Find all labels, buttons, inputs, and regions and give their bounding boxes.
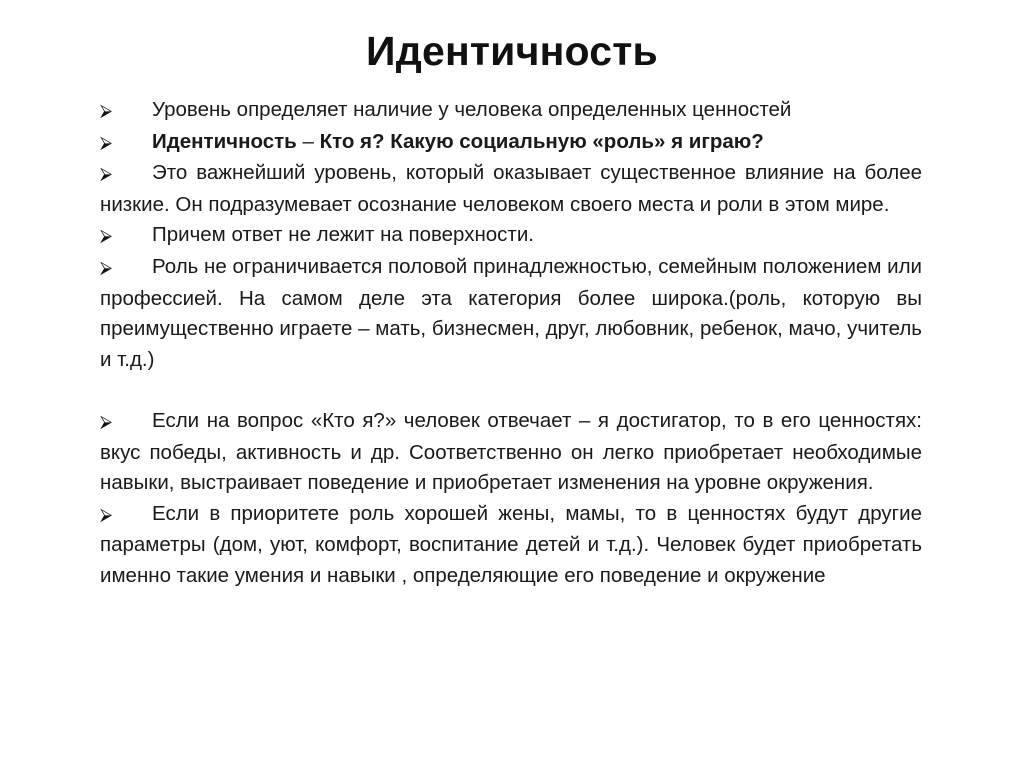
list-item-text: Причем ответ не лежит на поверхности. xyxy=(152,223,534,247)
arrow-bullet-icon: ⮚ xyxy=(100,164,113,185)
arrow-bullet-icon: ⮚ xyxy=(100,101,113,121)
arrow-bullet-icon: ⮚ xyxy=(100,132,113,153)
arrow-bullet-icon: ⮚ xyxy=(100,504,113,525)
separator-dash: – xyxy=(296,129,320,153)
identity-question: Кто я? Какую социальную «роль» я играю? xyxy=(319,129,764,153)
list-item xyxy=(100,252,922,375)
list-item-text: Роль не ограничивается половой принадлежностью, семейным положением или профессией. На самом деле эта категория более широка.(роль, которую вы преимущественно играете – мать, бизнесмен, друг, любовник, ребенок, мачо, учитель и т.д.) xyxy=(100,254,922,371)
arrow-bullet-icon: ⮚ xyxy=(100,257,113,278)
list-item xyxy=(100,406,922,499)
list-item xyxy=(100,95,922,127)
list-item-text: Уровень определяет наличие у человека определенных ценностей xyxy=(152,98,792,121)
list-item-text: Это важнейший уровень, который оказывает существенное влияние на более низкие. Он подразумевает осознание человеком своего места и роли в этом мире. xyxy=(100,161,922,216)
list-item-text: Если в приоритете роль хорошей жены, мамы, то в ценностях будут другие параметры (дом, уют, комфорт, воспитание детей и т.д.). Человек будет приобретать именно такие умения и навыки , определяющие его поведение и окружение xyxy=(100,501,922,587)
list-item xyxy=(100,127,922,159)
identity-term: Идентичность xyxy=(152,129,297,153)
slide-title: Идентичность xyxy=(366,28,658,74)
arrow-bullet-icon: ⮚ xyxy=(100,226,113,247)
list-item xyxy=(100,499,922,592)
arrow-bullet-icon: ⮚ xyxy=(100,411,113,432)
list-item xyxy=(100,220,922,252)
list-item xyxy=(100,158,922,220)
list-item-text: Если на вопрос «Кто я?» человек отвечает – я достигатор, то в его ценностях: вкус победы, активность и др. Соответственно он легко приобретает необходимые навыки, выстраивает поведение и приобретает изменения на уровне окружения. xyxy=(100,408,922,495)
bullet-list xyxy=(100,95,922,592)
